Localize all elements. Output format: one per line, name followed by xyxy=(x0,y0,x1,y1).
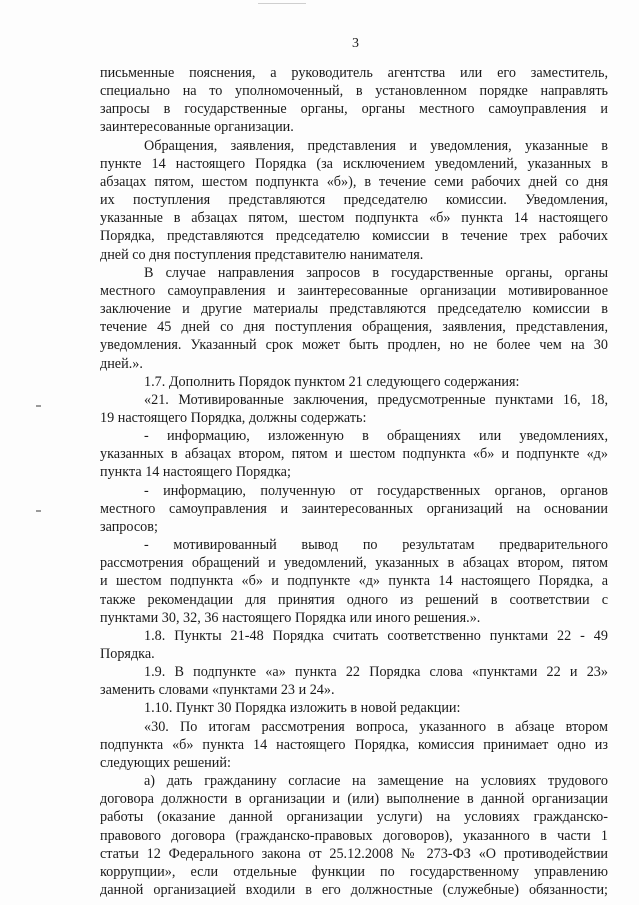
text-line: Обращения, заявления, представления и уведомления, указанные в xyxy=(144,137,608,154)
text-line: «30. По итогам рассмотрения вопроса, указанного в абзаце втором xyxy=(144,718,608,735)
text-line: пунктами 30, 32, 36 настоящего Порядка или иного решения.». xyxy=(100,609,481,626)
text-line: 1.8. Пункты 21-48 Порядка считать соответственно пунктами 22 - 49 xyxy=(144,627,608,644)
text-line: а) дать гражданину согласие на замещение на условиях трудового xyxy=(144,773,608,790)
text-line: специально на то уполномоченный, в установленном порядке направлять xyxy=(100,83,608,100)
text-line: указанные в абзацах пятом, шестом подпункта «б» пункта 14 настоящего xyxy=(100,210,608,227)
text-line: коррупции», если отдельные функции по государственному управлению xyxy=(100,863,608,880)
text-line: абзацах пятом, шестом подпункта «б»), в течение семи рабочих дней со дня xyxy=(100,173,608,190)
scan-mark xyxy=(36,405,41,407)
text-line: пункта 14 настоящего Порядка; xyxy=(100,464,291,481)
text-line: - мотивированный вывод по результатам предварительного xyxy=(144,537,608,554)
text-line: данной организацией входили в его должностные (служебные) обязанности; xyxy=(100,882,608,899)
text-line: письменные пояснения, а руководитель агентства или его заместитель, xyxy=(100,65,608,81)
text-line: В случае направления запросов в государственные органы, органы xyxy=(144,264,608,281)
text-line: 1.9. В подпункте «а» пункта 22 Порядка слова «пунктами 22 и 23» xyxy=(144,664,608,681)
text-line: рассмотрения обращений и уведомлений, указанных в абзацах втором, пятом xyxy=(100,555,608,572)
text-line: заключение и другие материалы представляются председателю комиссии в xyxy=(100,301,608,318)
text-line: местного самоуправления и заинтересованных организаций на основании xyxy=(100,500,608,517)
text-line: их поступления представляются председателю комиссии. Уведомления, xyxy=(100,192,608,209)
text-line: указанных в абзацах втором, пятом и шестом подпункта «б» и подпункте «д» xyxy=(100,446,608,463)
top-rule xyxy=(258,3,306,4)
text-line: 1.7. Дополнить Порядок пунктом 21 следующего содержания: xyxy=(144,373,520,390)
text-line: уведомления. Указанный срок может быть продлен, но не более чем на 30 xyxy=(100,337,608,354)
text-line: дней.». xyxy=(100,355,143,372)
text-line: запросы в государственные органы, органы местного самоуправления и xyxy=(100,101,608,118)
text-line: - информацию, изложенную в обращениях или уведомлениях, xyxy=(144,428,608,445)
text-line: - информацию, полученную от государственных органов, органов xyxy=(144,482,608,499)
text-line: договора должности в организации и (или) выполнение в данной организации xyxy=(100,791,608,808)
text-line: местного самоуправления и заинтересованные организации мотивированное xyxy=(100,282,608,299)
text-line: 19 настоящего Порядка, должны содержать: xyxy=(100,409,367,426)
text-line: также рекомендации для принятия одного из решений в соответствии с xyxy=(100,591,608,608)
text-line: 1.10. Пункт 30 Порядка изложить в новой редакции: xyxy=(144,700,461,717)
scan-mark xyxy=(36,510,41,512)
text-line: правового договора (гражданско-правовых договоров), указанного в части 1 xyxy=(100,827,608,844)
text-line: дней со дня поступления представителю нанимателя. xyxy=(100,246,424,263)
text-line: запросов; xyxy=(100,518,158,535)
text-line: и шестом подпункта «б» и подпункте «д» пункта 14 настоящего Порядка, а xyxy=(100,573,608,590)
page-number: 3 xyxy=(352,36,359,51)
text-line: подпункта «б» пункта 14 настоящего Порядка, комиссия принимает одно из xyxy=(100,736,608,753)
text-line: статьи 12 Федерального закона от 25.12.2008 № 273-ФЗ «О противодействии xyxy=(100,845,608,862)
text-line: Порядка, представляются председателю комиссии в течение трех рабочих xyxy=(100,228,608,245)
text-line: «21. Мотивированные заключения, предусмотренные пунктами 16, 18, xyxy=(144,391,608,408)
text-line: работы (оказание данной организации услуги) на условиях гражданско- xyxy=(100,809,608,826)
document-body xyxy=(100,64,608,899)
text-line: заменить словами «пунктами 23 и 24». xyxy=(100,682,335,699)
text-line: течение 45 дней со дня поступления обращения, заявления, представления, xyxy=(100,319,608,336)
text-line: заинтересованные организации. xyxy=(100,119,294,136)
text-line: Порядка. xyxy=(100,646,155,662)
text-line: пункте 14 настоящего Порядка (за исключением уведомлений, указанных в xyxy=(100,155,608,172)
text-line: следующих решений: xyxy=(100,754,231,771)
